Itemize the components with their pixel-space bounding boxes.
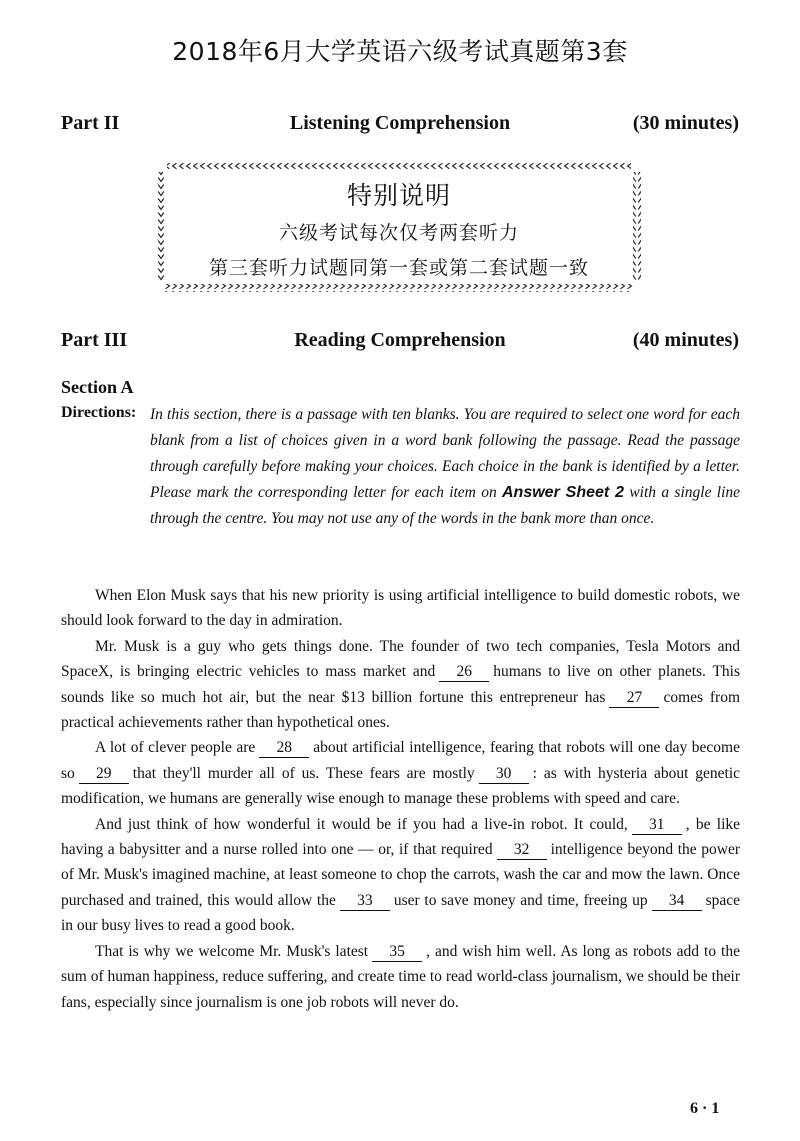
blank-34: 34 xyxy=(652,892,702,911)
passage-paragraph-2 xyxy=(61,634,740,736)
part-iii-label: Part III xyxy=(61,329,128,351)
blank-31: 31 xyxy=(632,816,682,835)
part-ii-header xyxy=(61,112,739,140)
passage-text: comes from practical achievements rather than hypothetical ones. xyxy=(61,688,741,732)
part-ii-name: Listening Comprehension xyxy=(289,112,511,134)
passage-text: Mr. Musk is a guy who gets things done. The founder of two tech companies, Tesla Motors and SpaceX, is bringing electric vehicles to mass market and xyxy=(61,637,740,681)
part-iii-time: (40 minutes) xyxy=(632,329,739,351)
part-iii-name: Reading Comprehension xyxy=(294,329,506,351)
passage-text: , be like having a babysitter and a nurse rolled into one — or, if that required xyxy=(61,815,741,859)
passage-text: about artificial intelligence, fearing that robots will one day become so xyxy=(61,739,740,782)
passage-text: that they'll murder all of us. These fears are mostly xyxy=(132,764,475,782)
answer-sheet-label: Answer Sheet 2 xyxy=(502,484,625,501)
passage-text: And just think of how wonderful it would be if you had a live-in robot. It could, xyxy=(95,815,628,833)
special-notice-box xyxy=(157,162,641,292)
part-ii-time: (30 minutes) xyxy=(632,112,739,134)
passage-text: space in our busy lives to read a good book. xyxy=(61,891,740,935)
passage-text: humans to live on other planets. This sounds like so much hot air, but the near $13 billion fortune this entrepreneur has xyxy=(61,663,741,706)
notice-line-1: 六级考试每次仅考两套听力 xyxy=(278,222,519,244)
passage-paragraph-4 xyxy=(61,812,740,939)
passage-text: , and wish him well. As long as robots add to the sum of human happiness, reduce suffering, and create time to read world-class journalism, we should be their fans, especially since journalism is one job robots will never do. xyxy=(61,942,740,1011)
passage-text: user to save money and time, freeing up xyxy=(393,891,648,909)
blank-32: 32 xyxy=(497,841,547,860)
part-iii-header xyxy=(61,329,739,357)
reading-passage xyxy=(61,583,740,1015)
passage-text: : as with hysteria about genetic modification, we humans are generally wise enough to manage these problems with speed and care. xyxy=(61,764,741,808)
passage-paragraph-3 xyxy=(61,735,740,811)
blank-33: 33 xyxy=(340,892,390,911)
blank-26: 26 xyxy=(439,663,489,682)
blank-29: 29 xyxy=(79,765,129,784)
blank-28: 28 xyxy=(259,739,309,758)
part-ii-label: Part II xyxy=(61,112,120,134)
directions-text xyxy=(150,402,740,532)
notice-heading: 特别说明 xyxy=(346,181,451,210)
directions-text-a: In this section, there is a passage with ten blanks. You are required to select one word for each blank from a list of choices given in a word bank following the passage. Read the passage through carefully before making your choices. Each choice in the bank is identified by a letter. Please mark the corresponding letter for each item on xyxy=(150,406,740,501)
blank-30: 30 xyxy=(479,765,529,784)
page-number: 6 · 1 xyxy=(690,1100,720,1117)
section-a-title: Section A xyxy=(61,377,134,397)
passage-text: intelligence beyond the power of Mr. Musk's imagined machine, at least someone to chop the carrots, wash the car and mow the lawn. Once purchased and trained, this would allow the xyxy=(61,841,740,909)
passage-text: That is why we welcome Mr. Musk's latest xyxy=(95,942,369,960)
directions-label: Directions: xyxy=(61,404,137,421)
passage-text: A lot of clever people are xyxy=(95,739,256,757)
passage-paragraph-1: When Elon Musk says that his new priority is using artificial intelligence to build domestic robots, we should look forward to the day in admiration. xyxy=(61,587,740,630)
directions-text-b: with a single line through the centre. You may not use any of the words in the bank more than once. xyxy=(150,484,740,527)
page-title: 2018年6月大学英语六级考试真题第3套 xyxy=(172,37,628,66)
passage-paragraph-5 xyxy=(61,939,740,1015)
notice-line-2: 第三套听力试题同第一套或第二套试题一致 xyxy=(208,257,589,279)
blank-27: 27 xyxy=(609,689,659,708)
blank-35: 35 xyxy=(372,943,422,962)
